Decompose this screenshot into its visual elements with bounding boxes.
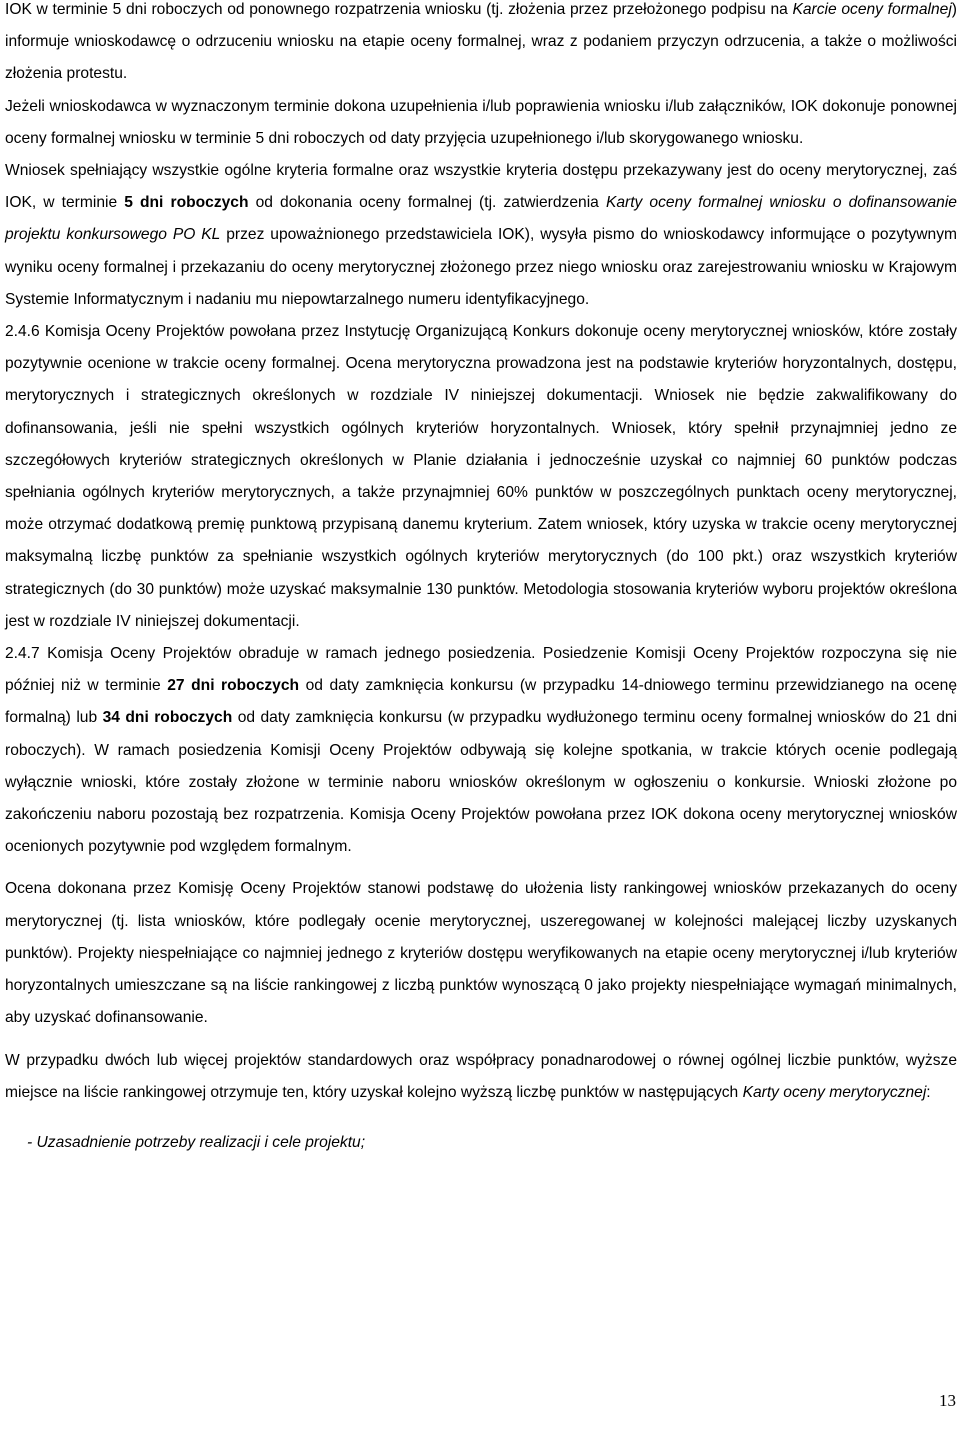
bold-text-deadline: 34 dni roboczych — [102, 709, 233, 727]
text-span: od daty zamknięcia konkursu (w przypadku wydłużonego terminu oceny formalnej wniosków do 21 dni roboczych). W ramach posiedzenia Komisji Oceny Projektów odbywają się kolejne spotkania, w trakcie których ocenie podlegają wyłącznie wnioski, które zostały złożone w terminie naboru wniosków określonym w ogłoszeniu o konkursie. Wnioski złożone po zakończeniu naboru pozostają bez rozpatrzenia. Komisja Oceny Projektów powołana przez IOK dokona oceny merytorycznej wniosków ocenionych pozytywnie pod względem formalnym. — [5, 709, 957, 856]
page-number: 13 — [939, 1391, 956, 1410]
text-span: przez upoważnionego przedstawiciela IOK), wysyła pismo do wnioskodawcy informujące o pozytywnym wyniku oceny formalnej i przekazaniu do oceny merytorycznej złożonego przez niego wniosku oraz zarejestrowaniu wniosku w Krajowym Systemie Informatycznym i nadaniu mu niepowtarzalnego numeru identyfikacyjnego. — [5, 226, 957, 308]
italic-text-merit-card: Karty oceny merytorycznej — [742, 1083, 927, 1101]
paragraph-resubmission: Jeżeli wnioskodawca w wyznaczonym terminie dokona uzupełnienia i/lub poprawienia wniosku i/lub załączników, IOK dokonuje ponownej oceny formalnej wniosku w terminie 5 dni roboczych od daty przyjęcia uzupełnionego i/lub skorygowanego wniosku. — [5, 97, 957, 147]
bold-text-deadline: 27 dni roboczych — [167, 677, 300, 695]
text-span: Wniosek spełniający wszystkie ogólne kryteria formalne oraz wszystkie kryteria dostępu przekazywany jest do oceny merytorycznej, zaś IOK, w terminie — [5, 162, 957, 212]
text-span: 2.4.7 Komisja Oceny Projektów obraduje w ramach jednego posiedzenia. Posiedzenie Komisji Oceny Projektów rozpoczyna się nie później niż w terminie — [5, 645, 957, 695]
bold-text-deadline: 5 dni roboczych — [124, 194, 249, 212]
text-span: od dokonania oceny formalnej (tj. zatwierdzenia — [248, 194, 606, 212]
document-body — [5, 0, 957, 1159]
paragraph-ranking-list: Ocena dokonana przez Komisję Oceny Projektów stanowi podstawę do ułożenia listy rankingowej wniosków przekazanych do oceny merytorycznej (tj. lista wniosków, które podlegały ocenie merytorycznej, uszeregowanej w kolejności malejącej liczby uzyskanych punktów). Projekty niespełniające co najmniej jednego z kryteriów dostępu weryfikowanych na etapie oceny merytorycznej i/lub kryteriów horyzontalnych umieszczane są na liście rankingowej z liczbą punktów wynoszącą 0 jako projekty niespełniające wymagań minimalnych, aby uzyskać dofinansowanie. — [5, 880, 957, 1027]
text-span: W przypadku dwóch lub więcej projektów standardowych oraz współpracy ponadnarodowej o równej ogólnej liczbie punktów, wyższe miejsce na liście rankingowej otrzymuje ten, który uzyskał kolejno wyższą liczbę punktów w następujących — [5, 1051, 957, 1101]
paragraph-merit-transfer — [5, 155, 957, 316]
paragraph-tie-break — [5, 1045, 957, 1109]
paragraph-gap — [5, 863, 957, 873]
text-span: od daty zamknięcia konkursu (w przypadku 14-dniowego terminu przewidzianego na ocenę formalną) lub — [5, 677, 957, 727]
paragraph-gap — [5, 1035, 957, 1045]
text-span: ) informuje wnioskodawcę o odrzuceniu wniosku na etapie oceny formalnej, wraz z podaniem przyczyn odrzucenia, a także o możliwości złożenia protestu. — [5, 1, 957, 83]
paragraph-section-2-4-7 — [5, 638, 957, 863]
italic-text-form-card: Karcie oceny formalnej — [792, 1, 952, 18]
bullet-item: - Uzasadnienie potrzeby realizacji i cele projektu; — [27, 1133, 366, 1151]
text-span: IOK w terminie 5 dni roboczych od ponownego rozpatrzenia wniosku (tj. złożenia przez przełożonego podpisu na — [5, 1, 793, 18]
text-span: : — [926, 1083, 931, 1101]
italic-text-form-card-title: Karty oceny formalnej wniosku o dofinansowanie projektu konkursowego PO KL — [5, 194, 957, 244]
paragraph-section-2-4-6: 2.4.6 Komisja Oceny Projektów powołana przez Instytucję Organizującą Konkurs dokonuje oceny merytorycznej wniosków, które zostały pozytywnie ocenione w trakcie oceny formalnej. Ocena merytoryczna prowadzona jest na podstawie kryteriów horyzontalnych, dostępu, merytorycznych i strategicznych określonych w rozdziale IV niniejszej dokumentacji. Wniosek nie będzie zakwalifikowany do dofinansowania, jeśli nie spełni wszystkich ogólnych kryteriów horyzontalnych. Wniosek, który spełnił przynajmniej jedno ze szczegółowych kryteriów strategicznych określonych w Planie działania i jednocześnie uzyskał co najmniej 60 punktów podczas spełniania ogólnych kryteriów merytorycznych, a także przynajmniej 60% punktów w poszczególnych punktach oceny merytorycznej, może otrzymać dodatkową premię punktową przypisaną danemu kryterium. Zatem wniosek, który uzyska w trakcie oceny merytorycznej maksymalną liczbę punktów za spełnianie wszystkich ogólnych kryteriów merytorycznych (do 100 pkt.) oraz wszystkich kryteriów strategicznych (do 30 punktów) może uzyskać maksymalnie 130 punktów. Metodologia stosowania kryteriów wyboru projektów określona jest w rozdziale IV niniejszej dokumentacji. — [5, 323, 957, 630]
paragraph-rejection-notice — [5, 0, 957, 91]
